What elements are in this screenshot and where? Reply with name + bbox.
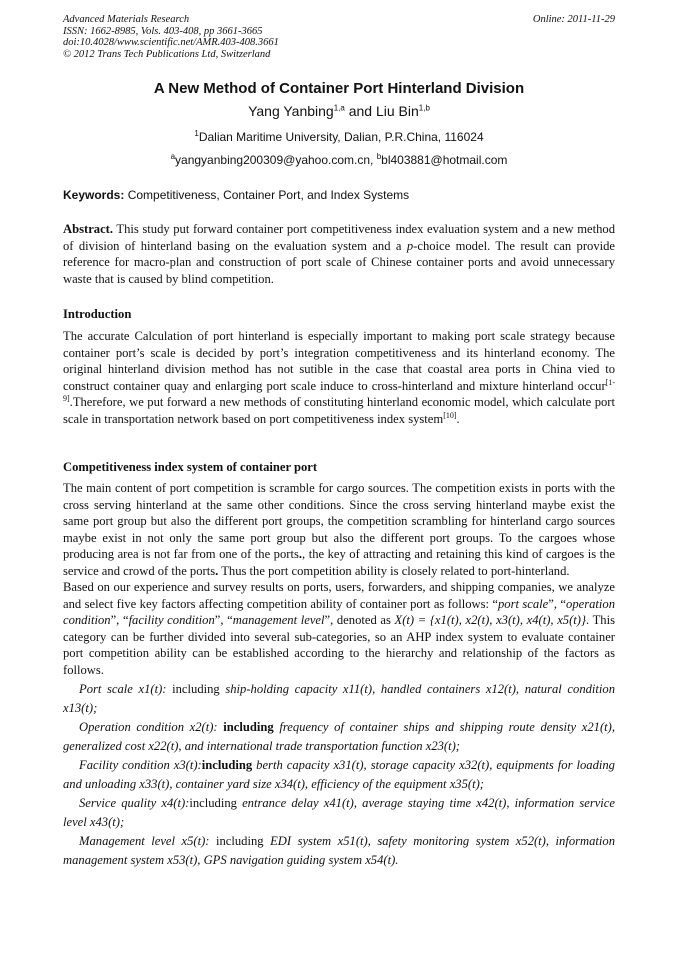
author-2-sup: 1,b bbox=[418, 103, 430, 113]
category-name: Port scale x1(t): bbox=[79, 682, 167, 696]
comp-p2-b: . This category can be further divided into several sub-categories, so an AHP index system to evaluate container port competition ability can be established according to the hierarchy and relationship of the factors as follows. bbox=[63, 613, 615, 677]
category-item bbox=[63, 794, 615, 832]
category-item bbox=[63, 718, 615, 756]
category-items: entrance delay x41(t), average staying time x42(t), information service level x43(t); bbox=[63, 796, 615, 829]
authors-and: and bbox=[344, 103, 376, 119]
keywords bbox=[63, 188, 615, 202]
authors-line bbox=[0, 103, 678, 119]
introduction-heading: Introduction bbox=[63, 307, 132, 321]
category-list bbox=[63, 680, 615, 870]
category-name: Management level x5(t): bbox=[79, 834, 210, 848]
introduction-paragraph bbox=[63, 328, 615, 427]
category-items: ship-holding capacity x11(t), handled containers x12(t), natural condition x13(t); bbox=[63, 682, 615, 715]
category-item bbox=[63, 832, 615, 870]
comp-p1-c: Thus the port competition ability is closely related to port-hinterland. bbox=[218, 563, 570, 578]
factor-port-scale: port scale bbox=[498, 596, 549, 611]
author-1: Yang Yanbing bbox=[248, 103, 334, 119]
affiliation-sup: 1 bbox=[194, 129, 199, 138]
email-b: bl403881@hotmail.com bbox=[381, 153, 508, 167]
category-items: frequency of container ships and shipping route density x21(t), generalized cost x22(t), and international trade transportation function x23(t); bbox=[63, 720, 616, 753]
category-including: including bbox=[166, 682, 226, 696]
category-including: including bbox=[217, 720, 280, 734]
category-item bbox=[63, 680, 615, 718]
paper-title: A New Method of Container Port Hinterland Division bbox=[153, 80, 525, 97]
intro-text-1: The accurate Calculation of port hinterland is especially important to making port scale strategy because container port’s scale is decided by port’s integration competitiveness and its hinterland economy. The original hinterland division method has not sutible in the case that coastal area ports in China vied to construct container quay and enlarging port scale induce to cross-hinterland and mixture hinterland occur bbox=[63, 329, 615, 393]
comp-q1: ”, “ bbox=[548, 596, 567, 611]
keywords-label: Keywords: bbox=[63, 188, 125, 202]
intro-text-2: .Therefore, we put forward a new methods of constituting hinterland economic model, which calculate port scale in transportation network based on port competitiveness index system bbox=[63, 395, 615, 426]
category-name: Service quality x4(t): bbox=[79, 796, 190, 810]
comp-q4: ”, denoted as bbox=[324, 613, 395, 627]
comp-q3: ”, “ bbox=[214, 613, 233, 627]
journal-header bbox=[63, 14, 615, 60]
category-items: berth capacity x31(t), storage capacity x32(t), equipments for loading and unloading x33(t), container yard size x34(t), efficiency of the equipment x35(t); bbox=[63, 758, 615, 791]
email-sup-a: a bbox=[170, 152, 176, 161]
competitiveness-paragraph-2 bbox=[63, 579, 615, 678]
abstract-label: Abstract. bbox=[63, 222, 114, 236]
comp-p1-b: , the key of attracting and retaining this kind of cargoes is the service and crowd of the ports bbox=[63, 547, 616, 578]
category-name: Facility condition x3(t): bbox=[79, 758, 202, 772]
abstract-text-2: -choice model. The result can provide reference for macro-plan and construction of port scale of Chinese container ports and avoid unnecessary waste that is caused by blind competition. bbox=[63, 238, 616, 286]
category-name: Operation condition x2(t): bbox=[79, 720, 218, 734]
keywords-text: Competitiveness, Container Port, and Index Systems bbox=[124, 188, 410, 202]
abstract-text-1: This study put forward container port competitiveness index evaluation system and a new method of division of hinterland basing on the evaluation system and a bbox=[63, 222, 615, 253]
category-including: including bbox=[189, 796, 243, 810]
intro-text-3: . bbox=[456, 411, 460, 426]
competitiveness-heading: Competitiveness index system of container port bbox=[63, 460, 318, 474]
author-1-sup: 1,a bbox=[333, 103, 345, 113]
author-2: Liu Bin bbox=[375, 103, 419, 119]
affiliation bbox=[0, 130, 678, 144]
formula-x-vector: X(t) = {x1(t), x2(t), x3(t), x4(t), x5(t)} bbox=[394, 613, 587, 627]
intro-ref-1: [1-9] bbox=[63, 377, 615, 403]
factor-facility-condition: facility condition bbox=[128, 613, 215, 627]
journal-name: Advanced Materials Research bbox=[63, 14, 190, 25]
affiliation-text: Dalian Maritime University, Dalian, P.R.China, 116024 bbox=[198, 130, 484, 144]
factor-management-level: management level bbox=[232, 613, 325, 627]
comp-p1-a: The main content of port competition is scramble for cargo sources. The competition exists in ports with the cross serving hinterland at the same other conditions. Since the cross serving hinterland maybe exist the same port group but also the different port groups, the competition scrambling for hinterland cargo sources maybe exist in not only the same port group but also the different port groups. To the cargoes whose producing area is not far from one of the ports bbox=[63, 481, 615, 561]
copyright-line: © 2012 Trans Tech Publications Ltd, Switzerland bbox=[63, 48, 271, 60]
comp-p2-a: Based on our experience and survey results on ports, users, forwarders, and shipping companies, we analyze and select five key factors affecting competition ability of container port as follows: “ bbox=[63, 580, 615, 611]
category-including: including bbox=[209, 834, 271, 848]
email-sup-b: b bbox=[376, 152, 382, 161]
intro-ref-2: [10] bbox=[443, 410, 457, 420]
comp-q2: ”, “ bbox=[110, 613, 129, 627]
competitiveness-section bbox=[63, 480, 615, 870]
doi-line: doi:10.4028/www.scientific.net/AMR.403-408.3661 bbox=[63, 37, 279, 48]
abstract bbox=[63, 221, 615, 287]
email-a: yangyanbing200309@yahoo.com.cn, bbox=[175, 153, 377, 167]
abstract-p: p bbox=[406, 238, 414, 253]
emails bbox=[0, 153, 678, 167]
issn-line: ISSN: 1662-8985, Vols. 403-408, pp 3661-3665 bbox=[63, 25, 263, 37]
category-item bbox=[63, 756, 615, 794]
factor-operation-condition: operation condition bbox=[63, 596, 615, 627]
online-date: Online: 2011-11-29 bbox=[532, 14, 615, 25]
competitiveness-paragraph-1: The main content of port competition is scramble for cargo sources. The competition exists in ports with the cross serving hinterland at the same other conditions. Since the cross serving hinterland maybe exist the same port group but also the different port groups, the competition scrambling for hinterland cargo sources maybe exist in not only the same port group but also the different port groups. To the cargoes whose producing area is not far from one of the ports., the key of attracting and retaining this kind of cargoes is the service and crowd of the ports. Thus the port competition ability is closely related to port-hinterland. bbox=[63, 481, 616, 578]
category-including: including bbox=[201, 758, 257, 772]
category-items: EDI system x51(t), safety monitoring system x52(t), information management system x53(t), GPS navigation guiding system x54(t). bbox=[63, 834, 615, 867]
